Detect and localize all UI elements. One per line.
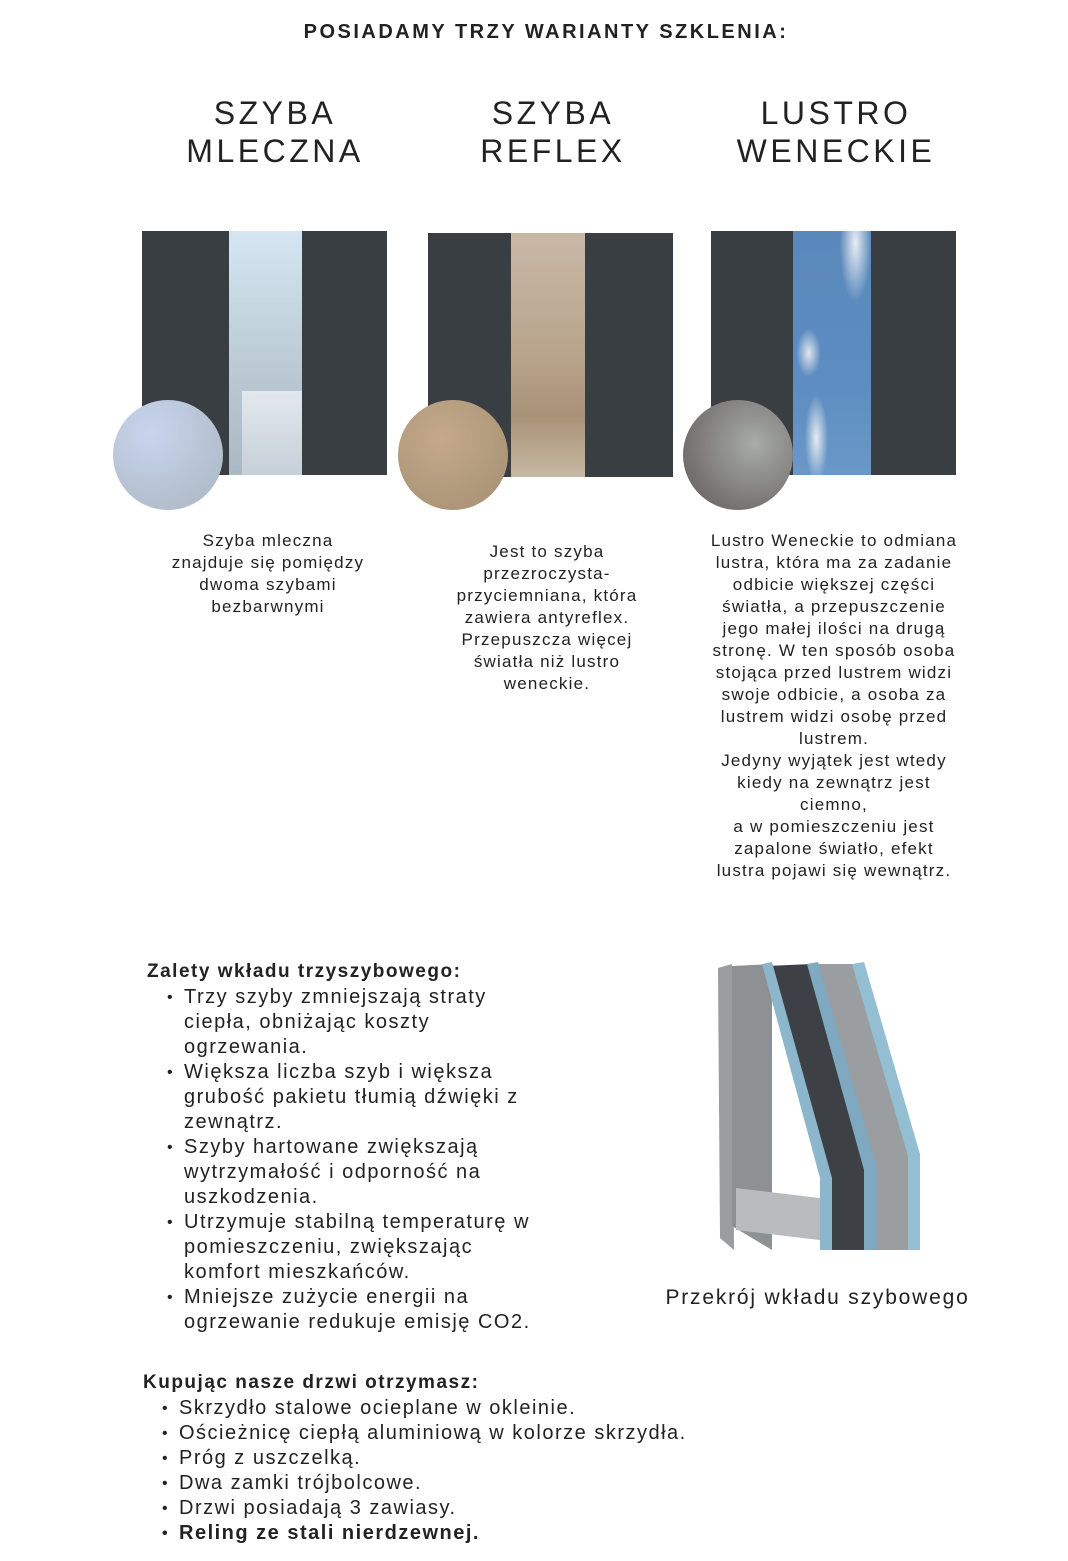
advantage-line: grubość pakietu tłumią dźwięki z <box>184 1086 519 1108</box>
variant-heading-weneckie <box>686 94 986 170</box>
advantage-line: pomieszczeniu, zwiększając <box>184 1236 474 1258</box>
advantage-line: • Utrzymuje stabilną temperaturę w <box>184 1211 530 1233</box>
description-line: jego małej ilości na drugą <box>722 619 946 638</box>
description-line: a w pomieszczeniu jest <box>733 817 935 836</box>
description-line: Jest to szyba <box>489 542 605 561</box>
weneckie-description <box>669 530 999 882</box>
reflex-description <box>397 541 697 695</box>
description-line: lustra, która ma za zadanie <box>715 553 953 572</box>
reflex-glass-sample <box>398 400 508 510</box>
included-item: • Próg z uszczelką. <box>179 1446 879 1471</box>
variant-heading-mleczna <box>125 94 425 170</box>
advantages-list <box>184 985 604 1335</box>
mleczna-glass-sample <box>113 400 223 510</box>
heading-line: LUSTRO <box>760 95 912 131</box>
description-line: odbicie większej części <box>732 575 936 594</box>
description-line: Przepuszcza więcej <box>461 630 633 649</box>
cross-section-caption: Przekrój wkładu szybowego <box>665 1286 970 1309</box>
advantage-item <box>184 1210 604 1285</box>
advantage-line: ogrzewanie redukuje emisję CO2. <box>184 1311 531 1333</box>
advantage-line: zewnątrz. <box>184 1111 284 1133</box>
description-line: kiedy na zewnątrz jest <box>737 773 931 792</box>
advantage-item <box>184 1060 604 1135</box>
advantage-line: • Większa liczba szyb i większa <box>184 1061 494 1083</box>
advantage-line: ciepła, obniżając koszty <box>184 1011 431 1033</box>
advantage-item <box>184 985 604 1060</box>
description-line: lustrem widzi osobę przed <box>720 707 948 726</box>
description-line: Jedyny wyjątek jest wtedy <box>721 751 947 770</box>
included-item: • Dwa zamki trójbolcowe. <box>179 1471 879 1496</box>
description-line: dwoma szybami <box>199 575 337 594</box>
glass-cross-section-image <box>712 958 924 1256</box>
advantage-line: ogrzewania. <box>184 1036 309 1058</box>
included-item: • Skrzydło stalowe ocieplane w okleinie. <box>179 1396 879 1421</box>
advantage-line: wytrzymałość i odporność na <box>184 1161 482 1183</box>
description-line: światła, a przepuszczenie <box>722 597 946 616</box>
description-line: swoje odbicie, a osoba za <box>721 685 947 704</box>
advantage-line: • Szyby hartowane zwiększają <box>184 1136 479 1158</box>
mleczna-description <box>118 530 418 618</box>
included-item: • Drzwi posiadają 3 zawiasy. <box>179 1496 879 1521</box>
description-line: bezbarwnymi <box>211 597 325 616</box>
description-line: przyciemniana, która <box>456 586 638 605</box>
page-title: POSIADAMY TRZY WARIANTY SZKLENIA: <box>303 21 789 43</box>
description-line: przezroczysta- <box>483 564 611 583</box>
variant-heading-reflex <box>403 94 703 170</box>
advantage-item <box>184 1285 604 1335</box>
description-line: ciemno, <box>800 795 868 814</box>
description-line: światła niż lustro <box>473 652 621 671</box>
description-line: Szyba mleczna <box>202 531 334 550</box>
advantages-heading: Zalety wkładu trzyszybowego: <box>147 961 462 982</box>
advantage-item <box>184 1135 604 1210</box>
description-line: stronę. W ten sposób osoba <box>712 641 956 660</box>
description-line: Lustro Weneckie to odmiana <box>710 531 958 550</box>
description-line: zawiera antyreflex. <box>464 608 630 627</box>
advantage-line: uszkodzenia. <box>184 1186 319 1208</box>
heading-line: WENECKIE <box>736 133 936 169</box>
description-line: lustra pojawi się wewnątrz. <box>716 861 952 880</box>
advantage-line: • Mniejsze zużycie energii na <box>184 1286 470 1308</box>
description-line: weneckie. <box>503 674 591 693</box>
advantage-line: • Trzy szyby zmniejszają straty <box>184 986 487 1008</box>
heading-line: SZYBA <box>491 95 615 131</box>
description-line: stojąca przed lustrem widzi <box>715 663 953 682</box>
included-heading: Kupując nasze drzwi otrzymasz: <box>143 1372 480 1393</box>
heading-line: REFLEX <box>480 133 626 169</box>
advantage-line: komfort mieszkańców. <box>184 1261 411 1283</box>
description-line: znajduje się pomiędzy <box>171 553 365 572</box>
description-line: zapalone światło, efekt <box>734 839 934 858</box>
heading-line: MLECZNA <box>186 133 364 169</box>
included-list <box>179 1396 879 1546</box>
weneckie-glass-sample <box>683 400 793 510</box>
heading-line: SZYBA <box>213 95 337 131</box>
included-item: • Reling ze stali nierdzewnej. <box>179 1521 879 1546</box>
included-item: • Ościeżnicę ciepłą aluminiową w kolorze skrzydła. <box>179 1421 879 1446</box>
description-line: lustrem. <box>798 729 870 748</box>
